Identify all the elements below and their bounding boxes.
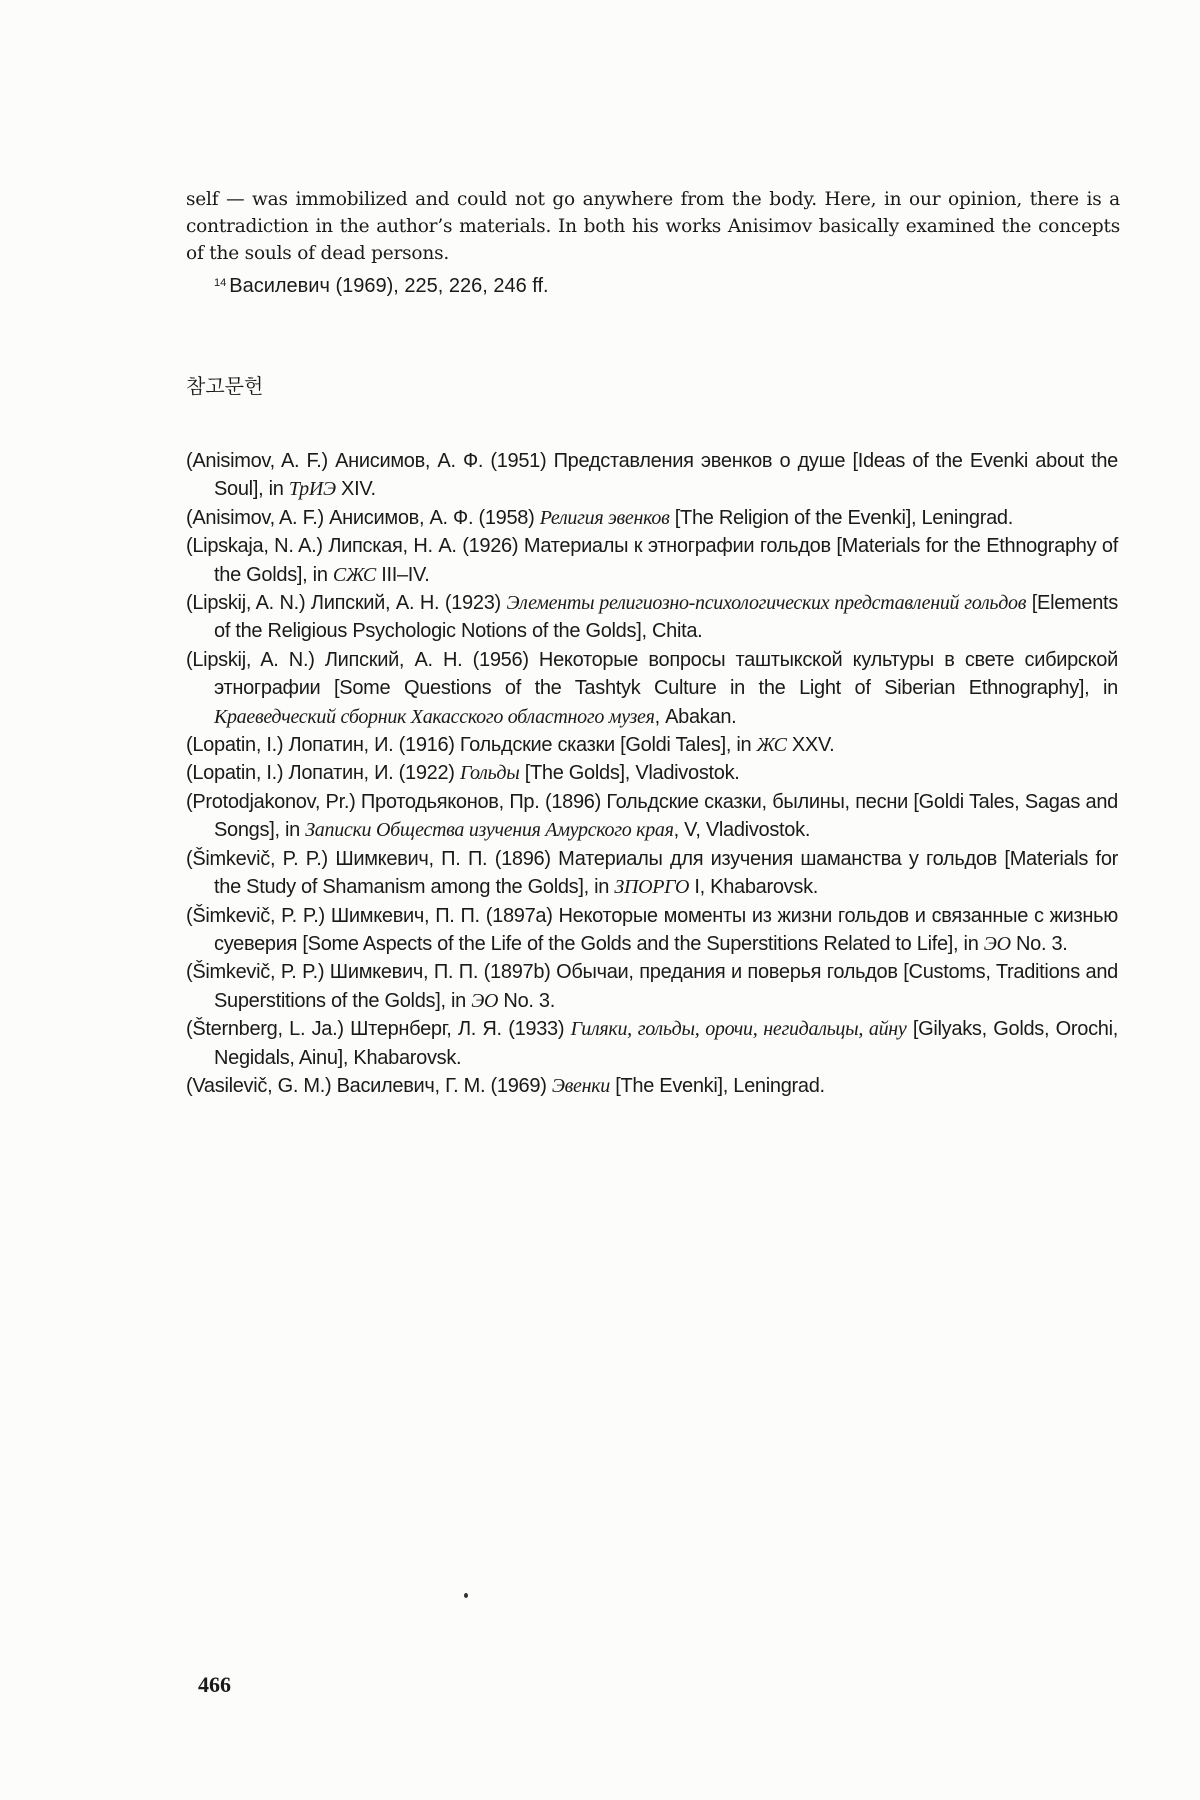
reference-title-italic: Записки Общества изучения Амурского края [305, 819, 674, 842]
reference-text: I, Khabarovsk. [689, 876, 819, 899]
reference-entry [186, 845, 1118, 902]
reference-text: [The Golds], Vladivostok. [519, 762, 740, 785]
reference-title-italic: Гольды [459, 762, 520, 785]
reference-entry [186, 731, 1118, 759]
footnote [214, 270, 549, 300]
footnote-text: Василевич (1969), 225, 226, 246 ff. [229, 275, 549, 297]
reference-title-italic: ЗПОРГО [614, 876, 690, 899]
reference-text: (Anisimov, A. F.) Анисимов, А. Ф. (1951) Представления эвенков о душе [Ideas of the Evenki about the Soul], in [186, 450, 1118, 501]
reference-title-italic: Краеведческий сборник Хакасского областного музея [214, 705, 655, 728]
reference-entry [186, 1072, 1118, 1100]
reference-entry [186, 447, 1118, 504]
reference-text: III–IV. [375, 563, 430, 586]
reference-text: [The Evenki], Leningrad. [609, 1074, 825, 1097]
reference-entry [186, 788, 1118, 845]
reference-list [186, 447, 1118, 1100]
references-heading: 참고문헌 [186, 374, 264, 398]
reference-text: XXV. [786, 734, 835, 757]
speck-mark [464, 1593, 468, 1598]
reference-text: (Anisimov, A. F.) Анисимов, А. Ф. (1958) [186, 506, 540, 529]
reference-text: (Šimkevič, P. P.) Шимкевич, П. П. (1897b) Обычаи, предания и поверья гольдов [Customs, Traditions and Superstitions of the Golds], in [186, 961, 1118, 1012]
reference-title-italic: ЭО [471, 989, 499, 1012]
reference-entry [186, 902, 1118, 959]
reference-text: (Šternberg, L. Ja.) Штернберг, Л. Я. (1933) [186, 1018, 571, 1041]
reference-title-italic: ЖС [756, 734, 787, 757]
reference-text: (Lipskij, A. N.) Липский, А. Н. (1956) Некоторые вопросы таштыкской культуры в свете сибирской этнографии [Some Questions of the Tashtyk Culture in the Light of Siberian Ethnography], in [186, 648, 1118, 700]
reference-text: (Lipskij, A. N.) Липский, А. Н. (1923) [186, 592, 507, 615]
page-number: 466 [198, 1672, 231, 1697]
reference-text: (Lopatin, I.) Лопатин, И. (1922) [186, 762, 460, 785]
reference-text: , Abakan. [654, 705, 737, 728]
reference-text: XIV. [335, 478, 376, 501]
reference-entry [186, 532, 1118, 589]
reference-text: (Protodjakonov, Pr.) Протодьяконов, Пр. (1896) Гольдские сказки, былины, песни [Goldi Tales, Sagas and Songs], in [186, 790, 1118, 842]
reference-text: (Lopatin, I.) Лопатин, И. (1916) Гольдские сказки [Goldi Tales], in [186, 734, 757, 757]
reference-text: [Elements of the Religious Psychologic Notions of the Golds], Chita. [214, 592, 1118, 643]
reference-entry [186, 759, 1118, 787]
footnote-number: 14 [214, 277, 227, 289]
reference-text: (Šimkevič, P. P.) Шимкевич, П. П. (1897a) Некоторые моменты из жизни гольдов и связанные с жизнью суеверия [Some Aspects of the Life of the Golds and the Superstitions Related to Life], in [186, 904, 1118, 955]
reference-text: [Gilyaks, Golds, Orochi, Negidals, Ainu], Khabarovsk. [214, 1018, 1119, 1069]
reference-text: , V, Vladivostok. [673, 819, 811, 842]
reference-entry [186, 589, 1118, 646]
body-paragraph: self — was immobilized and could not go anywhere from the body. Here, in our opinion, there is a contradiction in the author’s materials. In both his works Anisimov basically examined the concepts of the souls of dead persons. [186, 189, 1120, 264]
reference-entry [186, 1015, 1118, 1072]
reference-title-italic: СЖС [332, 563, 376, 586]
reference-text: [The Religion of the Evenki], Leningrad. [669, 506, 1013, 529]
reference-title-italic: Эвенки [551, 1074, 610, 1097]
reference-text: (Vasilevič, G. M.) Василевич, Г. М. (1969) [186, 1074, 552, 1097]
reference-title-italic: ЭО [983, 932, 1011, 955]
reference-text: No. 3. [498, 989, 555, 1012]
reference-entry [186, 504, 1118, 532]
reference-entry [186, 646, 1118, 731]
reference-entry [186, 958, 1118, 1015]
reference-title-italic: Религия эвенков [539, 506, 670, 529]
reference-text: (Lipskaja, N. A.) Липская, Н. А. (1926) Материалы к этнографии гольдов [Materials for the Ethnography of the Golds], in [186, 535, 1118, 586]
reference-text: (Šimkevič, P. P.) Шимкевич, П. П. (1896) Материалы для изучения шаманства у гольдов [Materials for the Study of Shamanism among the Golds], in [186, 847, 1118, 899]
reference-text: No. 3. [1010, 932, 1068, 955]
reference-title-italic: Элементы религиозно-психологических представлений гольдов [506, 592, 1027, 615]
reference-title-italic: Гиляки, гольды, орочи, негидальцы, айну [570, 1018, 907, 1041]
reference-title-italic: ТрИЭ [288, 478, 336, 501]
